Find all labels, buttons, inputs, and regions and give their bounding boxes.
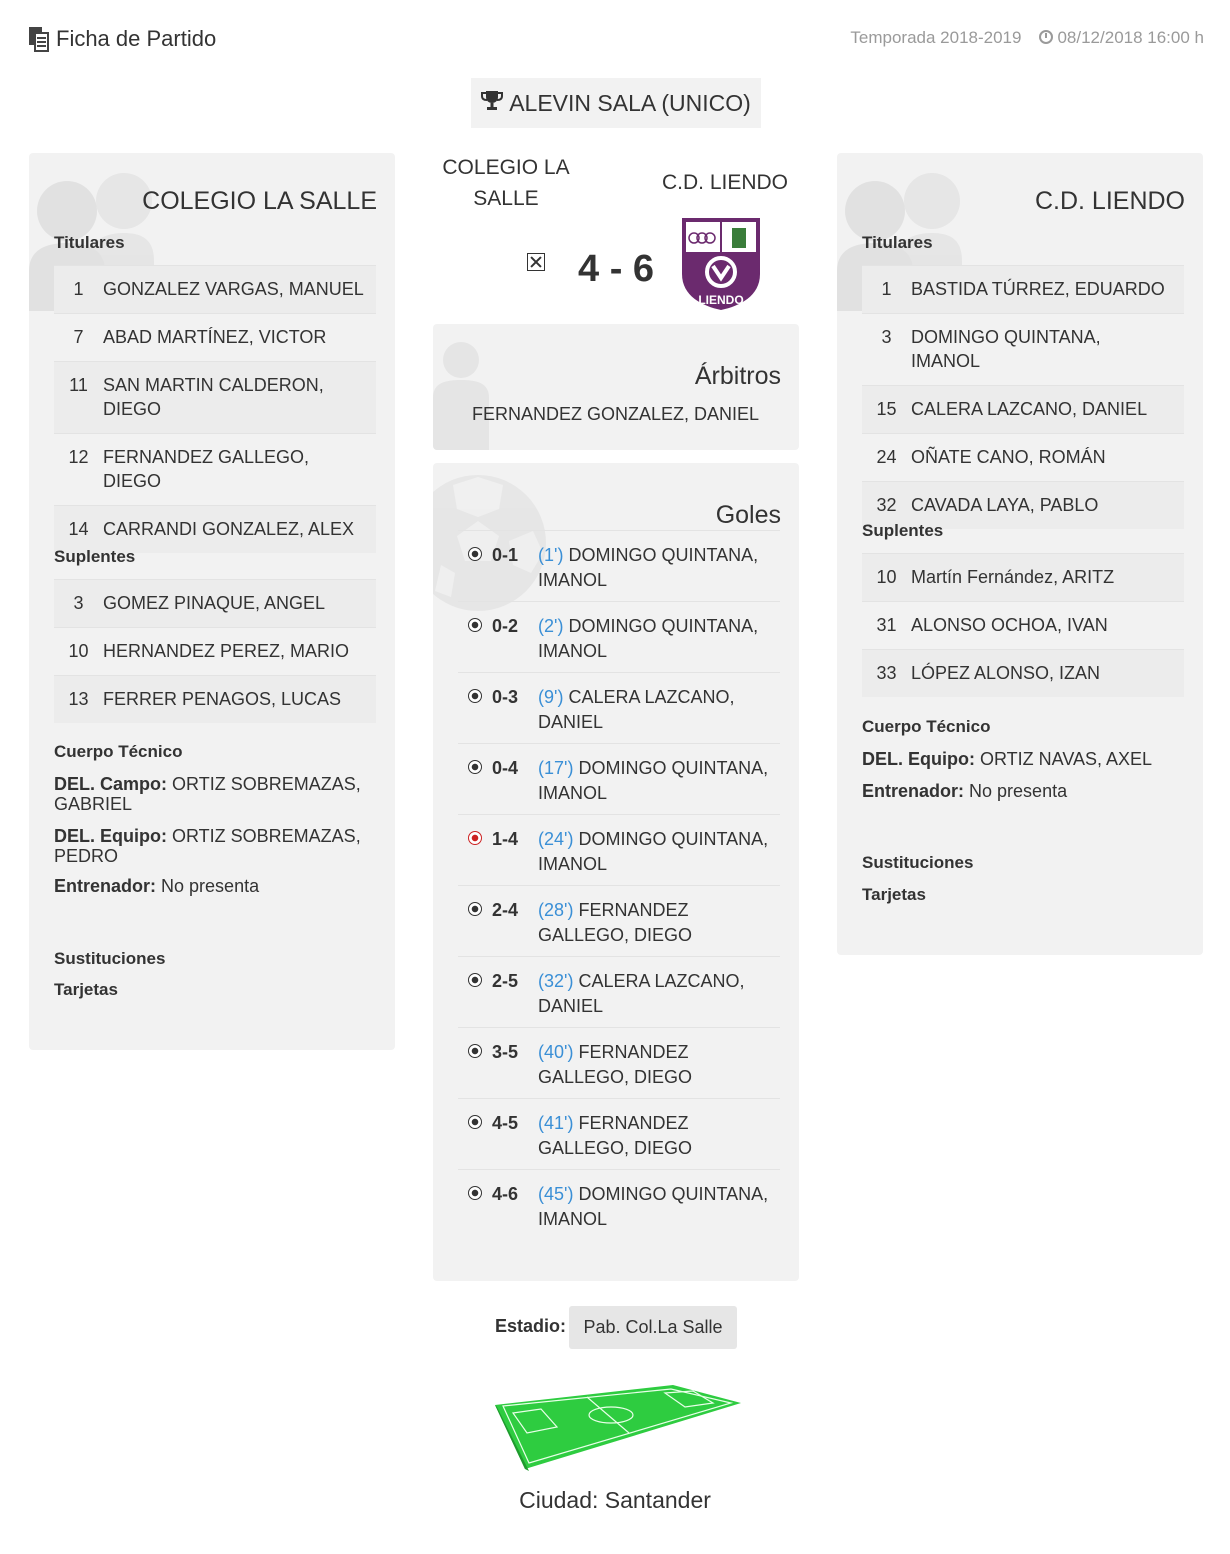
player-number: 14 <box>68 519 89 539</box>
cards-heading: Tarjetas <box>862 885 926 904</box>
player-name: LÓPEZ ALONSO, IZAN <box>911 663 1101 683</box>
player-name: BASTIDA TÚRREZ, EDUARDO <box>911 279 1165 299</box>
player-row <box>54 675 376 723</box>
player-row <box>54 505 376 553</box>
goal-score: 4-6 <box>492 1184 519 1204</box>
player-number: 1 <box>881 279 892 299</box>
player-number: 15 <box>876 399 897 419</box>
goal-ball-icon <box>468 618 482 632</box>
away-team-name: C.D. LIENDO <box>1034 187 1185 215</box>
goal-row <box>458 885 780 956</box>
goal-detail <box>538 1182 780 1240</box>
goal-ball-cell <box>458 898 492 956</box>
goal-row <box>458 1098 780 1169</box>
player-number: 10 <box>68 641 89 661</box>
goal-scorer: DOMINGO QUINTANA, IMANOL <box>538 829 769 874</box>
staff-heading: Cuerpo Técnico <box>54 742 183 761</box>
coach-label: Entrenador: <box>54 876 157 896</box>
referees-panel <box>433 324 799 450</box>
player-row <box>54 313 376 361</box>
goal-row <box>458 814 780 885</box>
player-number: 7 <box>73 327 84 347</box>
player-name: FERRER PENAGOS, LUCAS <box>103 689 342 709</box>
goal-detail <box>538 685 780 743</box>
competition-badge <box>471 78 761 128</box>
del-equipo-label: DEL. Equipo: <box>54 826 167 846</box>
player-row <box>862 433 1184 481</box>
goal-score: 3-5 <box>492 1042 519 1062</box>
goal-detail <box>538 1111 780 1169</box>
goal-scorer: CALERA LAZCANO, DANIEL <box>538 687 735 732</box>
goal-scorer: DOMINGO QUINTANA, IMANOL <box>538 1184 769 1229</box>
season-label: Temporada 2018-2019 <box>850 28 1022 47</box>
goal-minute[interactable]: (2') <box>538 616 564 636</box>
goal-ball-cell <box>458 685 492 743</box>
player-row <box>862 385 1184 433</box>
player-name: CAVADA LAYA, PABLO <box>911 495 1099 515</box>
goal-ball-cell <box>458 614 492 672</box>
starters-heading: Titulares <box>54 233 125 252</box>
goal-minute[interactable]: (45') <box>538 1184 574 1204</box>
away-coach <box>862 781 1182 801</box>
home-del-campo <box>54 774 374 814</box>
goal-detail <box>538 969 780 1027</box>
player-name: DOMINGO QUINTANA, IMANOL <box>911 327 1101 371</box>
match-score: 4 - 6 <box>578 248 655 290</box>
goal-detail <box>538 614 780 672</box>
home-subs-list <box>54 579 376 723</box>
subs-heading: Suplentes <box>862 521 944 540</box>
goal-scorer: FERNANDEZ GALLEGO, DIEGO <box>538 900 693 945</box>
player-row <box>54 579 376 627</box>
del-equipo-label: DEL. Equipo: <box>862 749 975 769</box>
goal-score: 2-5 <box>492 971 519 991</box>
goal-scorer: FERNANDEZ GALLEGO, DIEGO <box>538 1113 693 1158</box>
goal-detail <box>538 1040 780 1098</box>
del-equipo-value: ORTIZ NAVAS, AXEL <box>980 749 1153 769</box>
goal-ball-cell <box>458 827 492 885</box>
home-team-name: COLEGIO LA SALLE <box>142 187 377 215</box>
goal-detail <box>538 543 780 601</box>
goal-ball-cell <box>458 969 492 1027</box>
page-title-text: Ficha de Partido <box>56 26 217 51</box>
player-name: SAN MARTIN CALDERON, DIEGO <box>103 375 324 419</box>
goal-minute[interactable]: (32') <box>538 971 574 991</box>
goals-panel <box>433 463 799 1281</box>
goal-ball-icon <box>468 547 482 561</box>
goal-score: 0-4 <box>492 758 519 778</box>
player-number: 10 <box>876 567 897 587</box>
player-name: ABAD MARTÍNEZ, VICTOR <box>103 327 327 347</box>
home-del-equipo <box>54 826 374 866</box>
goal-score: 0-2 <box>492 616 519 636</box>
player-row <box>862 601 1184 649</box>
player-name: OÑATE CANO, ROMÁN <box>911 447 1106 467</box>
home-team-score-name <box>436 152 576 214</box>
player-row <box>862 649 1184 697</box>
city-label: Ciudad: Santander <box>519 1487 711 1513</box>
goal-row <box>458 1169 780 1240</box>
player-row <box>54 265 376 313</box>
goal-score: 2-4 <box>492 900 519 920</box>
starters-heading: Titulares <box>862 233 933 252</box>
home-crest-broken-image <box>527 253 545 271</box>
player-name: Martín Fernández, ARITZ <box>911 567 1115 587</box>
goal-row <box>458 743 780 814</box>
away-crest-text: LIENDO <box>698 293 744 307</box>
away-starters-list <box>862 265 1184 529</box>
coach-label: Entrenador: <box>862 781 965 801</box>
football-pitch-image <box>493 1383 743 1471</box>
goal-ball-icon <box>468 973 482 987</box>
player-name: ALONSO OCHOA, IVAN <box>911 615 1108 635</box>
substitutions-heading: Sustituciones <box>54 949 166 968</box>
subs-heading: Suplentes <box>54 547 136 566</box>
player-name: FERNANDEZ GALLEGO, DIEGO <box>103 447 310 491</box>
away-subs-list <box>862 553 1184 697</box>
home-name-line1: COLEGIO LA <box>442 156 570 179</box>
match-meta <box>850 28 1204 48</box>
person-icon <box>433 338 493 450</box>
match-datetime-text: 08/12/2018 16:00 h <box>1057 28 1204 47</box>
referees-heading: Árbitros <box>694 362 781 390</box>
player-number: 12 <box>68 447 89 467</box>
home-coach <box>54 876 374 896</box>
goals-list <box>458 530 780 1240</box>
own-goal-ball-icon <box>468 831 482 845</box>
trophy-icon <box>481 89 503 117</box>
player-number: 11 <box>69 375 88 395</box>
home-team-panel <box>29 153 395 1050</box>
player-row <box>862 313 1184 385</box>
player-row <box>862 265 1184 313</box>
goal-minute[interactable]: (41') <box>538 1113 574 1133</box>
goal-scorer: DOMINGO QUINTANA, IMANOL <box>538 758 769 803</box>
goal-row <box>458 530 780 601</box>
player-number: 3 <box>881 327 892 347</box>
player-row <box>54 627 376 675</box>
stadium-label: Estadio: <box>495 1316 567 1336</box>
player-number: 33 <box>876 663 897 683</box>
goal-scorer: CALERA LAZCANO, DANIEL <box>538 971 745 1016</box>
goal-row <box>458 1027 780 1098</box>
staff-heading: Cuerpo Técnico <box>862 717 991 736</box>
cards-heading: Tarjetas <box>54 980 118 999</box>
away-del-equipo <box>862 749 1182 769</box>
goal-ball-cell <box>458 1182 492 1240</box>
page-title <box>28 26 216 52</box>
away-team-score-name: C.D. LIENDO <box>661 171 789 194</box>
goal-ball-icon <box>468 760 482 774</box>
goal-minute[interactable]: (1') <box>538 545 564 565</box>
goal-ball-icon <box>468 902 482 916</box>
player-row <box>54 361 376 433</box>
player-row <box>54 433 376 505</box>
goal-ball-icon <box>468 1044 482 1058</box>
goal-ball-cell <box>458 1111 492 1169</box>
goal-row <box>458 956 780 1027</box>
del-campo-value: ORTIZ SOBREMAZAS, GABRIEL <box>54 774 361 814</box>
goal-score: 1-4 <box>492 829 519 849</box>
goal-ball-cell <box>458 543 492 601</box>
goal-row <box>458 672 780 743</box>
goal-scorer: DOMINGO QUINTANA, IMANOL <box>538 616 759 661</box>
goal-scorer: FERNANDEZ GALLEGO, DIEGO <box>538 1042 693 1087</box>
substitutions-heading: Sustituciones <box>862 853 974 872</box>
goal-detail <box>538 756 780 814</box>
goal-ball-cell <box>458 756 492 814</box>
player-name: CALERA LAZCANO, DANIEL <box>911 399 1148 419</box>
player-name: HERNANDEZ PEREZ, MARIO <box>103 641 350 661</box>
goal-ball-icon <box>468 1186 482 1200</box>
goal-scorer: DOMINGO QUINTANA, IMANOL <box>538 545 759 590</box>
coach-value: No presenta <box>969 781 1068 801</box>
player-row <box>862 553 1184 601</box>
player-number: 32 <box>876 495 897 515</box>
goal-row <box>458 601 780 672</box>
player-number: 31 <box>876 615 897 635</box>
player-name: GONZALEZ VARGAS, MANUEL <box>103 279 364 299</box>
home-starters-list <box>54 265 376 553</box>
player-number: 1 <box>73 279 84 299</box>
player-name: CARRANDI GONZALEZ, ALEX <box>103 519 355 539</box>
del-equipo-value: ORTIZ SOBREMAZAS, PEDRO <box>54 826 361 866</box>
away-team-panel <box>837 153 1203 955</box>
player-number: 13 <box>68 689 89 709</box>
goal-minute[interactable]: (40') <box>538 1042 574 1062</box>
goal-ball-icon <box>468 1115 482 1129</box>
goal-score: 0-3 <box>492 687 519 707</box>
player-number: 3 <box>73 593 84 613</box>
goal-minute[interactable]: (28') <box>538 900 574 920</box>
goal-detail <box>538 827 780 885</box>
goal-ball-cell <box>458 1040 492 1098</box>
del-campo-label: DEL. Campo: <box>54 774 168 794</box>
home-name-line2: SALLE <box>473 187 539 210</box>
goal-ball-icon <box>468 689 482 703</box>
goals-heading: Goles <box>715 501 781 529</box>
away-crest <box>680 216 762 312</box>
match-datetime <box>1039 28 1204 48</box>
referee-name: FERNANDEZ GONZALEZ, DANIEL <box>472 404 760 424</box>
document-icon <box>28 26 50 52</box>
goal-score: 0-1 <box>492 545 519 565</box>
goal-detail <box>538 898 780 956</box>
goal-score: 4-5 <box>492 1113 519 1133</box>
goal-minute[interactable]: (9') <box>538 687 564 707</box>
stadium-name: Pab. Col.La Salle <box>569 1306 737 1349</box>
competition-name: ALEVIN SALA (UNICO) <box>509 89 751 116</box>
player-number: 24 <box>876 447 897 467</box>
goal-minute[interactable]: (24') <box>538 829 574 849</box>
player-name: GOMEZ PINAQUE, ANGEL <box>103 593 326 613</box>
clock-icon <box>1039 30 1053 44</box>
coach-value: No presenta <box>161 876 260 896</box>
goal-minute[interactable]: (17') <box>538 758 574 778</box>
